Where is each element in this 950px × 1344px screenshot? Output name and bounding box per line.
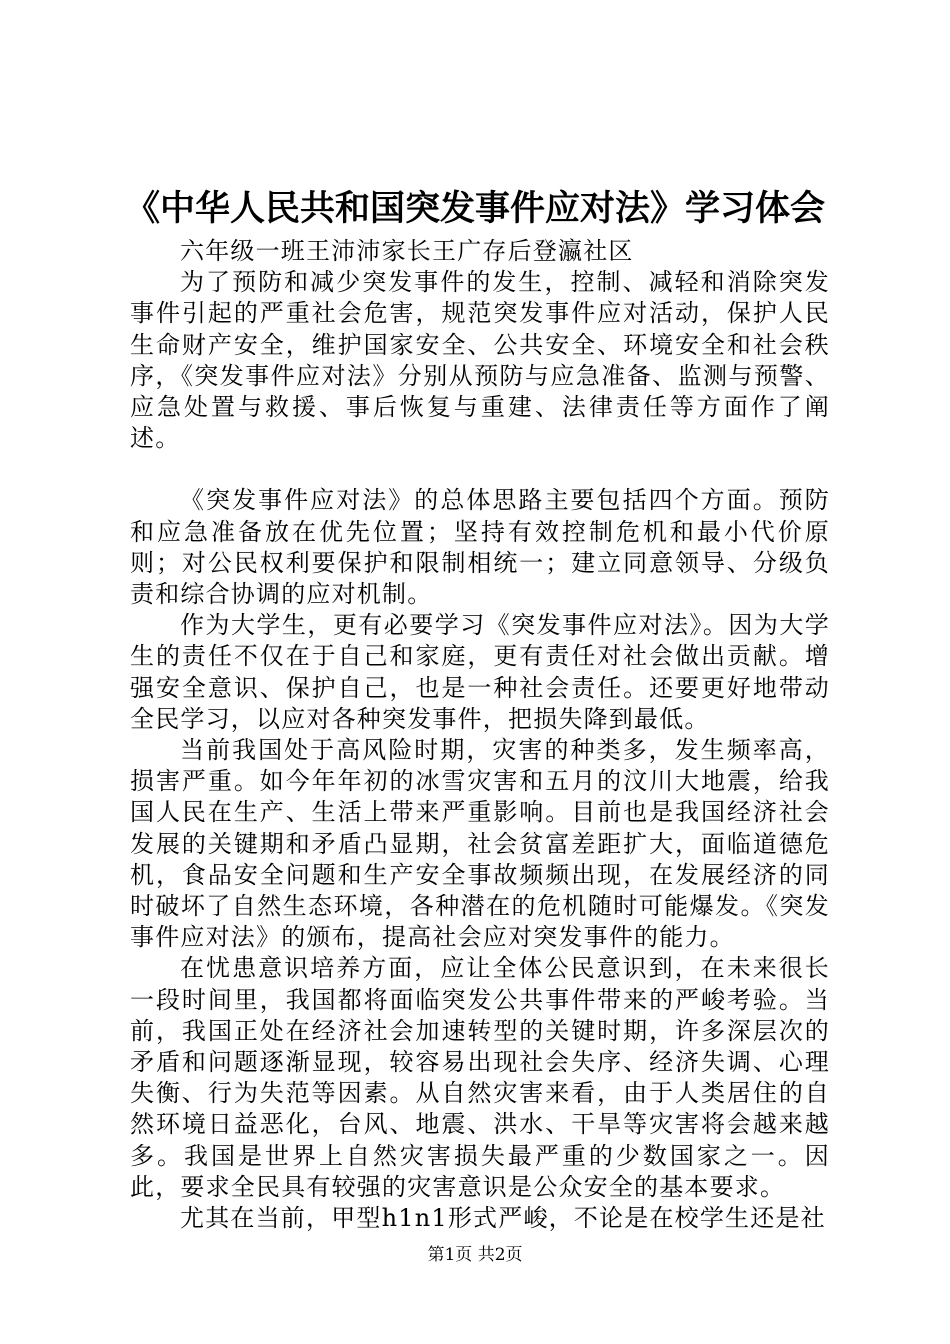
paragraph-2: 《突发事件应对法》的总体思路主要包括四个方面。预防和应急准备放在优先位置；坚持有效控制危机和最小代价原则；对公民权利要保护和限制相统一；建立同意领导、分级负责和综合协调的应对机制。 — [130, 486, 830, 609]
document-body — [130, 236, 830, 1234]
author-line: 六年级一班王沛沛家长王广存后登瀛社区 — [180, 237, 634, 265]
paragraph-3: 作为大学生，更有必要学习《突发事件应对法》。因为大学生的责任不仅在于自己和家庭，更有责任对社会做出贡献。增强安全意识、保护自己，也是一种社会责任。还要更好地带动全民学习，以应对各种突发事件，把损失降到最低。 — [130, 611, 830, 733]
paragraph-1: 为了预防和减少突发事件的发生，控制、减轻和消除突发事件引起的严重社会危害，规范突发事件应对活动，保护人民生命财产安全，维护国家安全、公共安全、环境安全和社会秩序，《突发事件应对法》分别从预防与应急准备、监测与预警、应急处置与救援、事后恢复与重建、法律责任等方面作了阐述。 — [130, 268, 830, 453]
document-title: 《中华人民共和国突发事件应对法》学习体会 — [124, 188, 825, 229]
page-footer: 第1页 共2页 — [427, 1245, 523, 1265]
paragraph-6: 尤其在当前，甲型h1n1形式严峻，不论是在校学生还是社 — [180, 1204, 826, 1233]
paragraph-5: 在忧患意识培养方面，应让全体公民意识到，在未来很长一段时间里，我国都将面临突发公共事件带来的严峻考验。当前，我国正处在经济社会加速转型的关键时期，许多深层次的矛盾和问题逐渐显现，较容易出现社会失序、经济失调、心理失衡、行为失范等因素。从自然灾害来看，由于人类居住的自然环境日益恶化，台风、地震、洪水、干旱等灾害将会越来越多。我国是世界上自然灾害损失最严重的少数国家之一。因此，要求全民具有较强的灾害意识是公众安全的基本要求。 — [130, 954, 830, 1201]
paragraph-4: 当前我国处于高风险时期，灾害的种类多，发生频率高，损害严重。如今年年初的冰雪灾害和五月的汶川大地震，给我国人民在生产、生活上带来严重影响。目前也是我国经济社会发展的关键期和矛盾凸显期，社会贫富差距扩大，面临道德危机，食品安全问题和生产安全事故频频出现，在发展经济的同时破坏了自然生态环境，各种潜在的危机随时可能爆发。《突发事件应对法》的颁布，提高社会应对突发事件的能力。 — [130, 736, 830, 952]
